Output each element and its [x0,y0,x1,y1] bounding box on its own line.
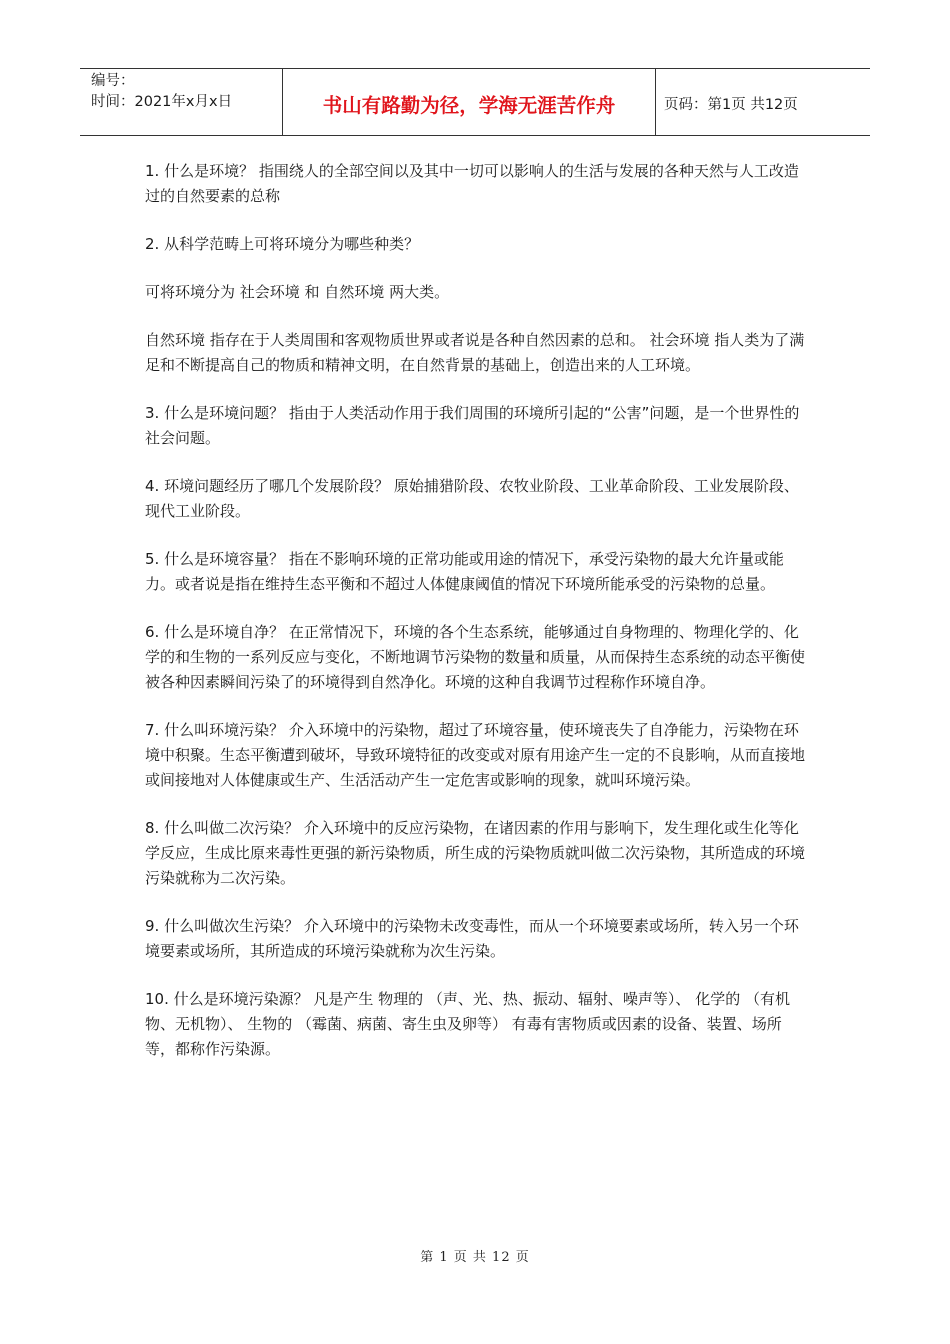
paragraph-6: 4. 环境问题经历了哪几个发展阶段？ 原始捕猎阶段、农牧业阶段、工业革命阶段、工业发展阶段、现代工业阶段。 [145,477,799,520]
header-page-info: 页码：第1页 共12页 [664,97,798,113]
paragraph-12: 10. 什么是环境污染源？ 凡是产生 物理的 （声、光、热、振动、辐射、噪声等）、 化学的 （有机物、无机物）、 生物的 （霉菌、病菌、寄生虫及卵等） 有毒有害物质或因素的设备、装置、场所等，都称作污染源。 [145,990,790,1058]
page-header [80,68,870,136]
date-label: 时间：2021年x月x日 [91,94,233,110]
header-motto: 书山有路勤为径，学海无涯苦作舟 [282,69,656,135]
paragraph-4: 自然环境 指存在于人类周围和客观物质世界或者说是各种自然因素的总和。 社会环境 指人类为了满足和不断提高自己的物质和精神文明，在自然背景的基础上，创造出来的人工环境。 [145,331,805,374]
paragraph-5: 3. 什么是环境问题？ 指由于人类活动作用于我们周围的环境所引起的“公害”问题，是一个世界性的社会问题。 [145,404,800,447]
header-meta [80,69,282,135]
paragraph-10: 8. 什么叫做二次污染？ 介入环境中的反应污染物，在诸因素的作用与影响下，发生理化或生化等化学反应，生成比原来毒性更强的新污染物质，所生成的污染物质就叫做二次污染物，其所造成的环境污染就称为二次污染。 [145,819,806,887]
paragraph-11: 9. 什么叫做次生污染？ 介入环境中的污染物未改变毒性，而从一个环境要素或场所，转入另一个环境要素或场所，其所造成的环境污染就称为次生污染。 [145,917,799,960]
paragraph-3: 可将环境分为 社会环境 和 自然环境 两大类。 [145,283,450,301]
paragraph-2: 2. 从科学范畴上可将环境分为哪些种类？ [145,235,420,253]
paragraph-7: 5. 什么是环境容量？ 指在不影响环境的正常功能或用途的情况下，承受污染物的最大允许量或能力。或者说是指在维持生态平衡和不超过人体健康阈值的情况下环境所能承受的污染物的总量。 [145,550,784,593]
paragraph-9: 7. 什么叫环境污染？ 介入环境中的污染物，超过了环境容量，使环境丧失了自净能力，污染物在环境中积聚。生态平衡遭到破坏，导致环境特征的改变或对原有用途产生一定的不良影响，从而直接地或间接地对人体健康或生产、生活活动产生一定危害或影响的现象，就叫环境污染。 [145,721,806,789]
paragraph-1: 1. 什么是环境？ 指围绕人的全部空间以及其中一切可以影响人的生活与发展的各种天然与人工改造过的自然要素的总称 [145,162,799,205]
paragraph-8: 6. 什么是环境自净？ 在正常情况下，环境的各个生态系统，能够通过自身物理的、物理化学的、化学的和生物的一系列反应与变化，不断地调节污染物的数量和质量，从而保持生态系统的动态平衡使被各种因素瞬间污染了的环境得到自然净化。环境的这种自我调节过程称作环境自净。 [145,623,806,691]
document-body [145,159,810,1085]
page-footer: 第 1 页 共 12 页 [420,1250,530,1265]
serial-label: 编号： [91,73,135,89]
